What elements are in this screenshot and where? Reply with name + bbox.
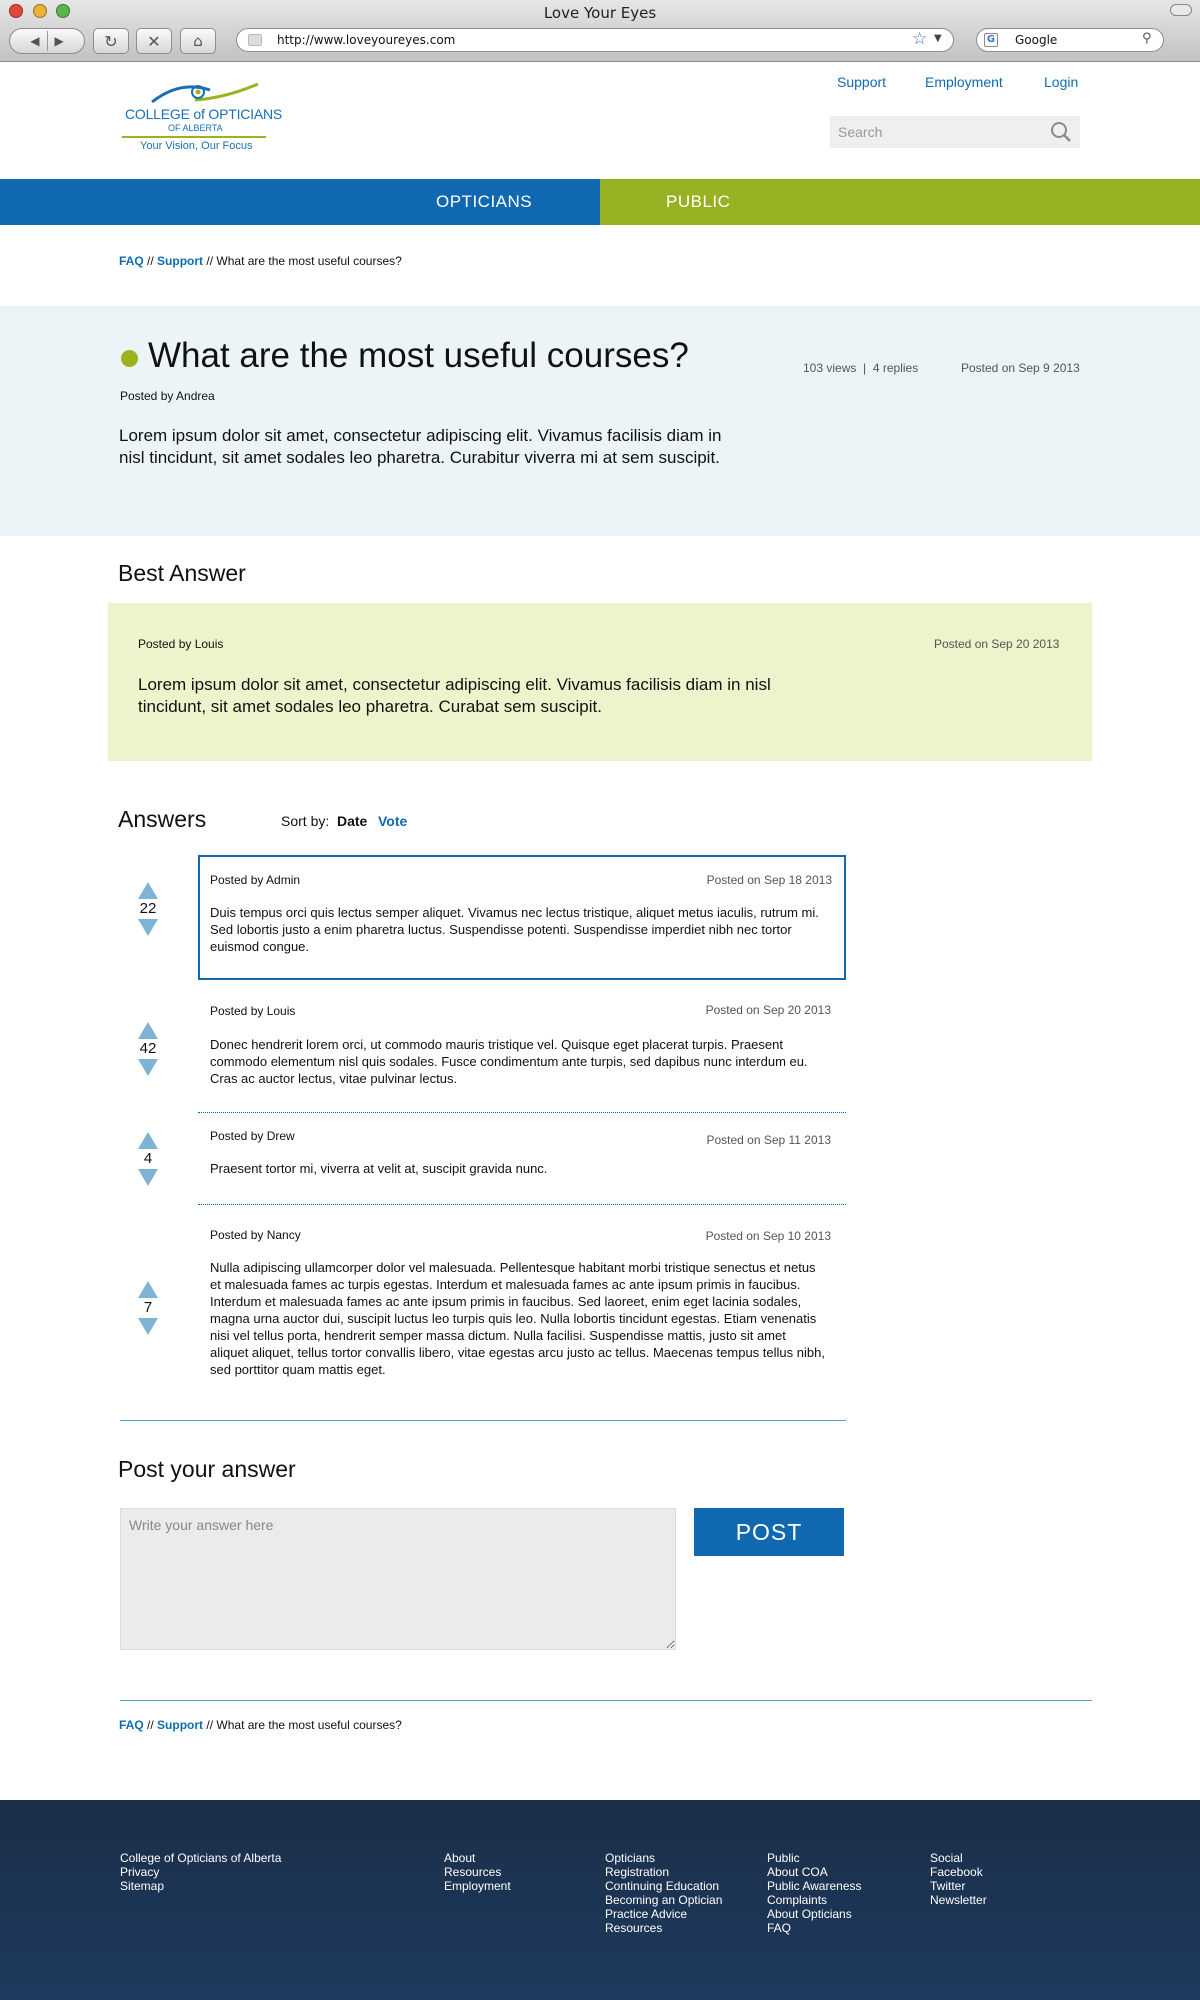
post-answer-heading: Post your answer bbox=[118, 1456, 296, 1482]
breadcrumb-separator: // bbox=[206, 1718, 214, 1732]
question-replies: 4 replies bbox=[872, 361, 919, 375]
logo-subtext: OF ALBERTA bbox=[168, 123, 223, 133]
best-answer-body: Lorem ipsum dolor sit amet, consectetur adipiscing elit. Vivamus facilisis diam in nisl tincidunt, sit amet sodales leo pharetra. Curabat sem suscipit. bbox=[138, 675, 771, 716]
answer-divider bbox=[198, 1112, 846, 1113]
breadcrumb-current: What are the most useful courses? bbox=[216, 254, 402, 268]
footer-link[interactable]: College of Opticians of Alberta bbox=[120, 1851, 282, 1865]
footer-column-public bbox=[767, 1851, 862, 1935]
forward-arrow-icon[interactable]: ▶ bbox=[54, 34, 64, 48]
login-link[interactable]: Login bbox=[1044, 74, 1079, 90]
footer-link[interactable]: About COA bbox=[767, 1865, 828, 1879]
support-link[interactable]: Support bbox=[837, 74, 887, 90]
post-button[interactable]: POST bbox=[694, 1508, 844, 1556]
breadcrumb-separator: // bbox=[206, 254, 214, 268]
eye-swoosh-icon bbox=[150, 80, 260, 108]
downvote-arrow-icon[interactable] bbox=[138, 919, 158, 936]
sort-label: Sort by: bbox=[281, 813, 330, 829]
answer-body: Donec hendrerit lorem orci, ut commodo mauris tristique vel. Quisque eget placerat turpis. Praesent commodo elementum nisl quis sodales. Fusce condimentum ante turpis, sed dapibus nunc interdum eu. Cras ac auctor lectus, vitae pulvinar lectus. bbox=[210, 1037, 808, 1086]
stop-icon: ✕ bbox=[147, 31, 161, 51]
footer-link[interactable]: Practice Advice bbox=[605, 1907, 688, 1921]
vote-widget bbox=[138, 1022, 158, 1076]
upvote-arrow-icon[interactable] bbox=[138, 1022, 158, 1039]
footer-link[interactable]: Continuing Education bbox=[605, 1879, 720, 1893]
breadcrumb-faq[interactable]: FAQ bbox=[119, 254, 144, 268]
breadcrumb-separator: // bbox=[147, 254, 154, 268]
nav-public[interactable]: PUBLIC bbox=[666, 192, 731, 211]
footer-link[interactable]: Twitter bbox=[930, 1879, 966, 1893]
footer-link[interactable]: Public bbox=[767, 1851, 800, 1865]
vote-count: 22 bbox=[139, 900, 157, 917]
upvote-arrow-icon[interactable] bbox=[138, 882, 158, 899]
site-footer bbox=[0, 1800, 1200, 2000]
footer-column-org bbox=[120, 1851, 281, 1893]
question-author: Posted by Andrea bbox=[120, 389, 215, 403]
answers-end-rule bbox=[120, 1420, 846, 1421]
footer-link[interactable]: Resources bbox=[605, 1921, 663, 1935]
footer-link[interactable]: Employment bbox=[444, 1879, 511, 1893]
stats-separator: | bbox=[863, 361, 867, 375]
answer-divider bbox=[198, 1204, 846, 1205]
magnifier-icon[interactable]: ⚲ bbox=[1142, 31, 1152, 46]
footer-link[interactable]: Complaints bbox=[767, 1893, 828, 1907]
browser-search-field[interactable]: Google bbox=[976, 28, 1164, 52]
footer-link[interactable]: Registration bbox=[605, 1865, 670, 1879]
footer-link[interactable]: Resources bbox=[444, 1865, 502, 1879]
zoom-window-icon[interactable] bbox=[56, 4, 70, 18]
breadcrumb-support[interactable]: Support bbox=[157, 254, 204, 268]
home-icon: ⌂ bbox=[193, 32, 203, 50]
footer-link[interactable]: Newsletter bbox=[930, 1893, 987, 1907]
logo-tagline: Your Vision, Our Focus bbox=[140, 140, 253, 152]
footer-top-rule bbox=[120, 1700, 1092, 1701]
footer-link[interactable]: Becoming an Optician bbox=[605, 1893, 723, 1907]
question-views: 103 views bbox=[803, 361, 857, 375]
footer-link[interactable]: FAQ bbox=[767, 1921, 792, 1935]
breadcrumb-separator: // bbox=[147, 1718, 154, 1732]
downvote-arrow-icon[interactable] bbox=[138, 1169, 158, 1186]
footer-link[interactable]: Facebook bbox=[930, 1865, 983, 1879]
answer-body: Nulla adipiscing ullamcorper dolor vel malesuada. Pellentesque habitant morbi tristique senectus et netus et malesuada fames ac turpis egestas. Interdum et malesuada fames ac ante ipsum primis in faucibus. Interdum et malesuada fames ac ante ipsum primis in faucibus. Sed laoreet, enim eget lacinia sodales, magna urna auctor dui, suscipit luctus leo turpis quis leo. Nulla lobortis tincidunt egestas. Etiam venenatis nisi vel tellus porta, hendrerit semper massa dictum. Nulla facilisi. Suspendisse mattis, justo sit amet aliquet aliquet, tellus tortor convallis libero, vitae egestas arcu justo ac tellus. Maecenas tempus tellus nibh, sed porttitor quam mattis eget. bbox=[210, 1260, 825, 1377]
vote-widget bbox=[138, 1281, 158, 1335]
employment-link[interactable]: Employment bbox=[925, 74, 1003, 90]
breadcrumb-current: What are the most useful courses? bbox=[216, 1718, 402, 1732]
answer-date: Posted on Sep 11 2013 bbox=[706, 1133, 831, 1147]
downvote-arrow-icon[interactable] bbox=[138, 1059, 158, 1076]
best-answer-heading: Best Answer bbox=[118, 560, 246, 586]
site-logo[interactable] bbox=[120, 80, 283, 160]
footer-link[interactable]: About Opticians bbox=[767, 1907, 852, 1921]
question-date: Posted on Sep 9 2013 bbox=[961, 361, 1080, 375]
home-button[interactable] bbox=[180, 28, 216, 54]
breadcrumb-faq[interactable]: FAQ bbox=[119, 1718, 144, 1732]
footer-link[interactable]: Social bbox=[930, 1851, 963, 1865]
sort-by-vote[interactable]: Vote bbox=[378, 813, 408, 829]
search-icon[interactable] bbox=[1050, 121, 1072, 143]
address-bar[interactable]: http://www.loveyoureyes.com bbox=[236, 28, 954, 52]
breadcrumb-support[interactable]: Support bbox=[157, 1718, 204, 1732]
upvote-arrow-icon[interactable] bbox=[138, 1132, 158, 1149]
answer-author: Posted by Admin bbox=[210, 873, 301, 887]
answers-heading: Answers bbox=[118, 806, 207, 832]
answer-date: Posted on Sep 18 2013 bbox=[706, 873, 832, 887]
reload-button[interactable] bbox=[93, 28, 129, 54]
best-answer-date: Posted on Sep 20 2013 bbox=[934, 637, 1060, 651]
footer-column-social bbox=[930, 1851, 987, 1907]
answer-textarea[interactable] bbox=[120, 1508, 676, 1650]
answer-author: Posted by Louis bbox=[210, 1004, 296, 1018]
status-dot-icon bbox=[121, 350, 138, 367]
window-title: Love Your Eyes bbox=[543, 4, 657, 22]
breadcrumb bbox=[119, 254, 402, 268]
answer-body: Duis tempus orci quis lectus semper aliquet. Vivamus nec lectus tristique, aliquet metus iaculis, rutrum mi. Sed lobortis justo a enim pharetra luctus. Suspendisse potenti. Suspendisse imperdiet nibh nec tortor euismod congue. bbox=[210, 905, 819, 954]
upvote-arrow-icon[interactable] bbox=[138, 1281, 158, 1298]
minimize-window-icon[interactable] bbox=[33, 4, 47, 18]
vote-count: 42 bbox=[139, 1040, 157, 1057]
footer-link[interactable]: About bbox=[444, 1851, 476, 1865]
close-window-icon[interactable] bbox=[9, 4, 23, 18]
back-arrow-icon[interactable]: ◀ bbox=[30, 34, 40, 48]
nav-opticians[interactable]: OPTICIANS bbox=[436, 192, 533, 211]
vote-widget bbox=[138, 882, 158, 936]
footer-link[interactable]: Privacy bbox=[120, 1865, 160, 1879]
answer-date: Posted on Sep 20 2013 bbox=[705, 1003, 831, 1017]
answer-author: Posted by Nancy bbox=[210, 1228, 301, 1242]
footer-column-about bbox=[444, 1851, 511, 1893]
answer-author: Posted by Drew bbox=[210, 1129, 295, 1143]
vote-widget bbox=[138, 1132, 158, 1186]
answer-date: Posted on Sep 10 2013 bbox=[705, 1229, 831, 1243]
dropdown-arrow-icon[interactable]: ▼ bbox=[934, 33, 942, 44]
question-title: What are the most useful courses? bbox=[148, 336, 689, 375]
bookmark-star-icon[interactable]: ☆ bbox=[912, 29, 928, 49]
sort-by-date[interactable]: Date bbox=[337, 813, 368, 829]
question-body: Lorem ipsum dolor sit amet, consectetur adipiscing elit. Vivamus facilisis diam in nisl tincidunt, sit amet sodales leo pharetra. Curabitur viverra mi at sem suscipit. bbox=[119, 426, 722, 467]
footer-link[interactable]: Opticians bbox=[605, 1851, 656, 1865]
vote-count: 4 bbox=[143, 1150, 153, 1167]
vote-count: 7 bbox=[143, 1299, 153, 1316]
toolbar-toggle-button[interactable] bbox=[1170, 4, 1192, 16]
footer-link[interactable]: Sitemap bbox=[120, 1879, 165, 1893]
downvote-arrow-icon[interactable] bbox=[138, 1318, 158, 1335]
stop-button[interactable] bbox=[136, 28, 172, 54]
favicon-icon bbox=[248, 34, 262, 46]
footer-link[interactable]: Public Awareness bbox=[767, 1879, 862, 1893]
best-answer-author: Posted by Louis bbox=[138, 637, 224, 651]
logo-text: COLLEGE of OPTICIANS bbox=[125, 106, 283, 122]
site-search-input[interactable] bbox=[830, 116, 1080, 148]
footer-column-opticians bbox=[605, 1851, 722, 1935]
logo-divider bbox=[122, 136, 266, 138]
google-icon[interactable]: G bbox=[984, 33, 998, 47]
back-forward-buttons[interactable] bbox=[9, 28, 85, 54]
answer-body: Praesent tortor mi, viverra at velit at, suscipit gravida nunc. bbox=[210, 1161, 548, 1176]
breadcrumb-bottom bbox=[119, 1718, 402, 1732]
question-stats bbox=[803, 361, 918, 375]
reload-icon: ↻ bbox=[104, 31, 118, 51]
